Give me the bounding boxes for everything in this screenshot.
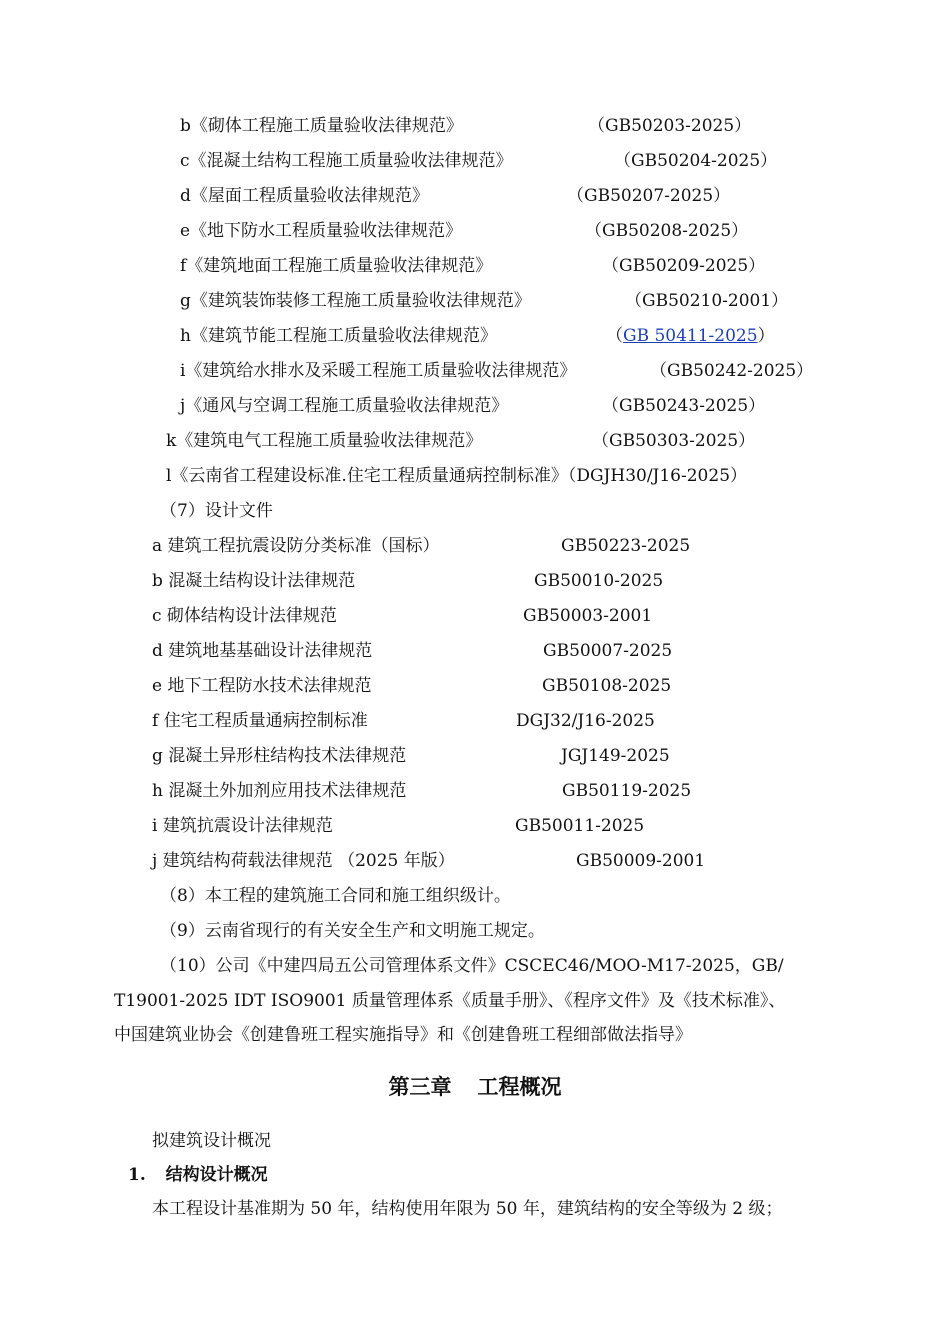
standard-title: h《建筑节能工程施工质量验收法律规范》 <box>180 326 497 346</box>
standard-code-link[interactable]: GB 50411-2025 <box>623 326 758 346</box>
item-10-line-2: T19001-2025 IDT ISO9001 质量管理体系《质量手册》、《程序文件》及《技术标准》、 <box>114 991 786 1011</box>
design-doc-item <box>0 850 950 872</box>
standard-title: f《建筑地面工程施工质量验收法律规范》 <box>180 256 493 276</box>
design-doc-title: g 混凝土异形柱结构技术法律规范 <box>152 746 407 766</box>
item-9: （9）云南省现行的有关安全生产和文明施工规定。 <box>160 921 545 941</box>
design-doc-title: f 住宅工程质量通病控制标准 <box>152 711 368 731</box>
standard-code: （GB50242-2025） <box>650 361 814 381</box>
standard-title: j《通风与空调工程施工质量验收法律规范》 <box>180 396 509 416</box>
design-doc-title: e 地下工程防水技术法律规范 <box>152 676 372 696</box>
standard-code: （GB50207-2025） <box>567 186 731 206</box>
design-doc-code: GB50009-2001 <box>576 851 706 871</box>
standard-item <box>0 325 950 347</box>
standard-title: c《混凝土结构工程施工质量验收法律规范》 <box>180 151 513 171</box>
code-close-paren: ） <box>757 326 775 346</box>
chapter-title: 工程概况 <box>477 1074 562 1099</box>
design-doc-item <box>0 535 950 557</box>
design-doc-item <box>0 570 950 592</box>
item-8: （8）本工程的建筑施工合同和施工组织级计。 <box>160 886 511 906</box>
design-doc-code: GB50007-2025 <box>543 641 673 661</box>
standard-item <box>0 430 950 452</box>
chapter-heading <box>0 1074 950 1100</box>
standard-title: b《砌体工程施工质量验收法律规范》 <box>180 116 463 136</box>
section-heading <box>128 1164 268 1186</box>
standard-item <box>0 220 950 242</box>
design-doc-code: GB50223-2025 <box>561 536 691 556</box>
design-doc-code: JGJ149-2025 <box>561 746 670 766</box>
standard-item <box>0 290 950 312</box>
standard-title: k《建筑电气工程施工质量验收法律规范》 <box>166 431 483 451</box>
standard-code <box>606 325 775 347</box>
item-10-line-1: （10）公司《中建四局五公司管理体系文件》CSCEC46/MOO-M17-2025，GB/ <box>160 956 784 976</box>
standard-item <box>0 360 950 382</box>
design-doc-code: GB50010-2025 <box>534 571 664 591</box>
standard-code: （GB50204-2025） <box>614 151 778 171</box>
design-doc-title: a 建筑工程抗震设防分类标准（国标） <box>152 536 440 556</box>
section-number: 1. <box>128 1165 146 1185</box>
item-10-line-3: 中国建筑业协会《创建鲁班工程实施指导》和《创建鲁班工程细部做法指导》 <box>114 1025 692 1045</box>
code-open-paren: （ <box>606 326 623 346</box>
body-paragraph: 本工程设计基准期为 50 年，结构使用年限为 50 年，建筑结构的安全等级为 2 级； <box>152 1199 783 1219</box>
design-doc-title: h 混凝土外加剂应用技术法律规范 <box>152 781 407 801</box>
standard-code: （GB50209-2025） <box>602 256 766 276</box>
standard-title: d《屋面工程质量验收法律规范》 <box>180 186 429 206</box>
standard-title: e《地下防水工程质量验收法律规范》 <box>180 221 463 241</box>
design-doc-code: GB50011-2025 <box>515 816 645 836</box>
design-doc-item <box>0 675 950 697</box>
standard-item <box>0 185 950 207</box>
intro-text: 拟建筑设计概况 <box>152 1131 271 1151</box>
design-doc-item <box>0 780 950 802</box>
design-doc-code: GB50119-2025 <box>562 781 692 801</box>
design-doc-title: j 建筑结构荷载法律规范 （2025 年版） <box>152 851 455 871</box>
design-doc-item <box>0 815 950 837</box>
standard-item <box>0 115 950 137</box>
design-doc-item <box>0 745 950 767</box>
standard-code: （GB50208-2025） <box>585 221 749 241</box>
standard-item <box>0 255 950 277</box>
section-title: 结构设计概况 <box>165 1165 268 1185</box>
standard-item <box>0 150 950 172</box>
standard-title: i《建筑给水排水及采暖工程施工质量验收法律规范》 <box>180 361 577 381</box>
standard-code: （GB50210-2001） <box>625 291 789 311</box>
design-doc-code: DGJ32/J16-2025 <box>516 711 655 731</box>
standard-item <box>0 395 950 417</box>
standard-code: （GB50303-2025） <box>592 431 756 451</box>
design-doc-item <box>0 710 950 732</box>
design-doc-item <box>0 640 950 662</box>
standard-code: （GB50203-2025） <box>588 116 752 136</box>
chapter-number: 第三章 <box>388 1074 452 1099</box>
standard-title: g《建筑装饰装修工程施工质量验收法律规范》 <box>180 291 531 311</box>
design-doc-title: b 混凝土结构设计法律规范 <box>152 571 356 591</box>
design-doc-item <box>0 605 950 627</box>
standard-code: （GB50243-2025） <box>602 396 766 416</box>
design-doc-title: d 建筑地基基础设计法律规范 <box>152 641 373 661</box>
design-doc-code: GB50003-2001 <box>523 606 653 626</box>
design-doc-title: i 建筑抗震设计法律规范 <box>152 816 333 836</box>
design-docs-heading: （7）设计文件 <box>160 501 273 521</box>
design-doc-code: GB50108-2025 <box>542 676 672 696</box>
standard-item <box>0 465 950 487</box>
standard-title: l《云南省工程建设标准.住宅工程质量通病控制标准》（DGJH30/J16-2025） <box>166 466 748 486</box>
design-doc-title: c 砌体结构设计法律规范 <box>152 606 337 626</box>
